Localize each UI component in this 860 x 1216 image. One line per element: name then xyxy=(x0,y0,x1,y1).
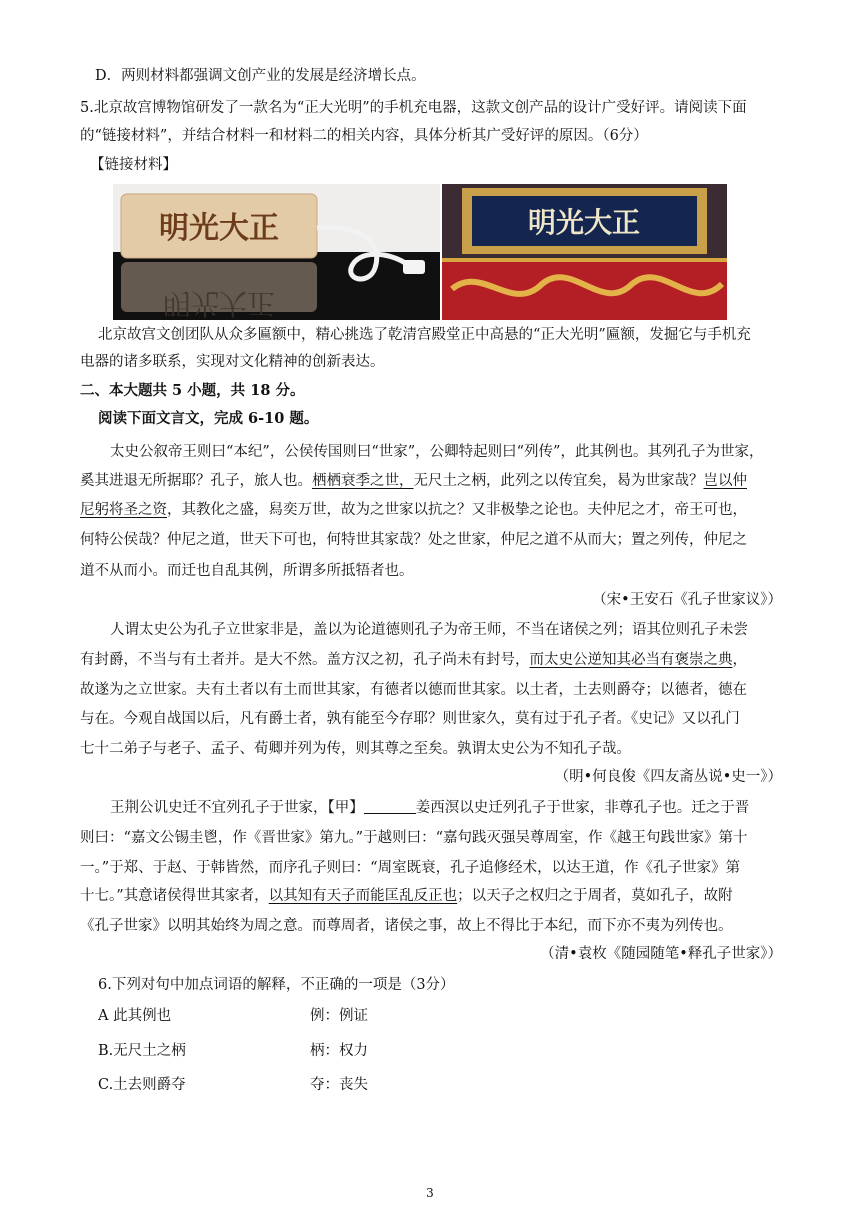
question-6-stem: 6.下列对句中加点词语的解释，不正确的一项是（3分） xyxy=(98,977,455,993)
section-2-heading: 二、本大题共 5 小题，共 18 分。 xyxy=(80,382,305,399)
charger-plaque-text: 明光大正 xyxy=(159,211,279,246)
q6-option-b-explanation: 柄：权力 xyxy=(310,1043,368,1059)
charger-reflection-text: 明光大正 xyxy=(162,287,276,320)
underlined-phrase: 栖栖衰季之世， xyxy=(312,473,414,489)
p2-line-3: 故遂为之立世家。夫有土者以有土而世其家，有德者以德而世其家。以土者，土去则爵夺；以德者，德在 xyxy=(80,682,747,698)
palace-plaque-photo xyxy=(442,184,727,320)
p3-line-3: 一。”于郑、于赵、于韩皆然，而序孔子则曰：“周室既衰，孔子追修经术，以达王道，作《孔子世家》第 xyxy=(80,860,741,876)
link-caption-1: 北京故宫文创团队从众多匾额中，精心挑选了乾清宫殿堂正中高悬的“正大光明”匾额，发掘它与手机充 xyxy=(98,327,751,343)
p1-line-2: 奚其进退无所据耶？孔子，旅人也。栖栖衰季之世，无尺土之柄，此列之以传宜矣，曷为世家哉？岂以仲 xyxy=(80,473,747,489)
reading-instruction: 阅读下面文言文，完成 6-10 题。 xyxy=(98,410,319,427)
p2-line-2: 有封爵，不当与有土者并。是大不然。盖方汉之初，孔子尚未有封号，而太史公逆知其必当有褒崇之典， xyxy=(80,652,747,668)
question-5-line-2: 的“链接材料”，并结合材料一和材料二的相关内容，具体分析其广受好评的原因。（6分） xyxy=(80,128,648,144)
p1-line-3: 尼躬将圣之资，其教化之盛，舄奕万世，故为之世家以抗之？又非极挚之论也。夫仲尼之才，帝王可也， xyxy=(80,502,747,518)
p2-source: （明•何良俊《四友斋丛说•史一》） xyxy=(554,769,782,785)
question-5-line-1: 5.北京故宫博物馆研发了一款名为“正大光明”的手机充电器，这款文创产品的设计广受好评。请阅读下面 xyxy=(80,100,747,116)
p1-line-4: 何特公侯哉？仲尼之道，世天下可也，何特世其家哉？处之世家，仲尼之道不从而大；置之列传，仲尼之 xyxy=(80,532,747,548)
p3-source: （清•袁枚《随园随笔•释孔子世家》） xyxy=(540,946,782,962)
p3-line-2: 则曰：“嘉文公锡圭鬯，作《晋世家》第九。”于越则曰：“嘉句践灭强吴尊周室，作《越王句践世家》第十 xyxy=(80,830,748,846)
p1-line-5: 道不从而小。而迁也自乱其例，所谓多所抵牾者也。 xyxy=(80,563,414,579)
option-d: D．两则材料都强调文创产业的发展是经济增长点。 xyxy=(95,68,426,84)
charger-photo xyxy=(113,184,440,320)
p1-line-1: 太史公叙帝王则曰“本纪”，公侯传国则曰“世家”，公卿特起则曰“列传”，此其例也。其列孔子为世家， xyxy=(110,444,764,460)
link-material-heading: 【链接材料】 xyxy=(90,157,177,173)
q6-option-a-explanation: 例：例证 xyxy=(310,1008,368,1024)
p3-line-5: 《孔子世家》以明其始终为周之意。而尊周者，诸侯之事，故上不得比于本纪，而下亦不夷为列传也。 xyxy=(80,918,733,934)
p1-source: （宋•王安石《孔子世家议》） xyxy=(592,592,782,608)
p2-line-1: 人谓太史公为孔子立世家非是，盖以为论道德则孔子为帝王师，不当在诸侯之列；语其位则孔子未尝 xyxy=(110,622,748,638)
p3-line-1: 王荆公讥史迁不宜列孔子于世家，【甲】 姜西溟以史迁列孔子于世家，非尊孔子也。迁之于晋 xyxy=(110,800,750,816)
blank-jia xyxy=(364,799,416,814)
q6-option-a: A 此其例也 xyxy=(98,1008,172,1024)
page-number: 3 xyxy=(426,1186,434,1200)
q6-option-c: C.土去则爵夺 xyxy=(98,1077,186,1093)
p3-line-4: 十七。”其意诸侯得世其家者，以其知有天子而能匡乱反正也；以天子之权归之于周者，莫如孔子，故附 xyxy=(80,888,733,904)
p2-line-4: 与在。今观自战国以后，凡有爵土者，孰有能至今存耶？则世家久，莫有过于孔子者。《史记》又以孔门 xyxy=(80,711,740,727)
link-caption-2: 电器的诸多联系，实现对文化精神的创新表达。 xyxy=(80,354,385,370)
palace-plaque-text: 明光大正 xyxy=(527,206,641,239)
p2-line-5: 七十二弟子与老子、孟子、荀卿并列为传，则其尊之至矣。孰谓太史公为不知孔子哉。 xyxy=(80,741,631,757)
q6-option-b: B.无尺土之柄 xyxy=(98,1043,186,1059)
q6-option-c-explanation: 夺：丧失 xyxy=(310,1077,368,1093)
